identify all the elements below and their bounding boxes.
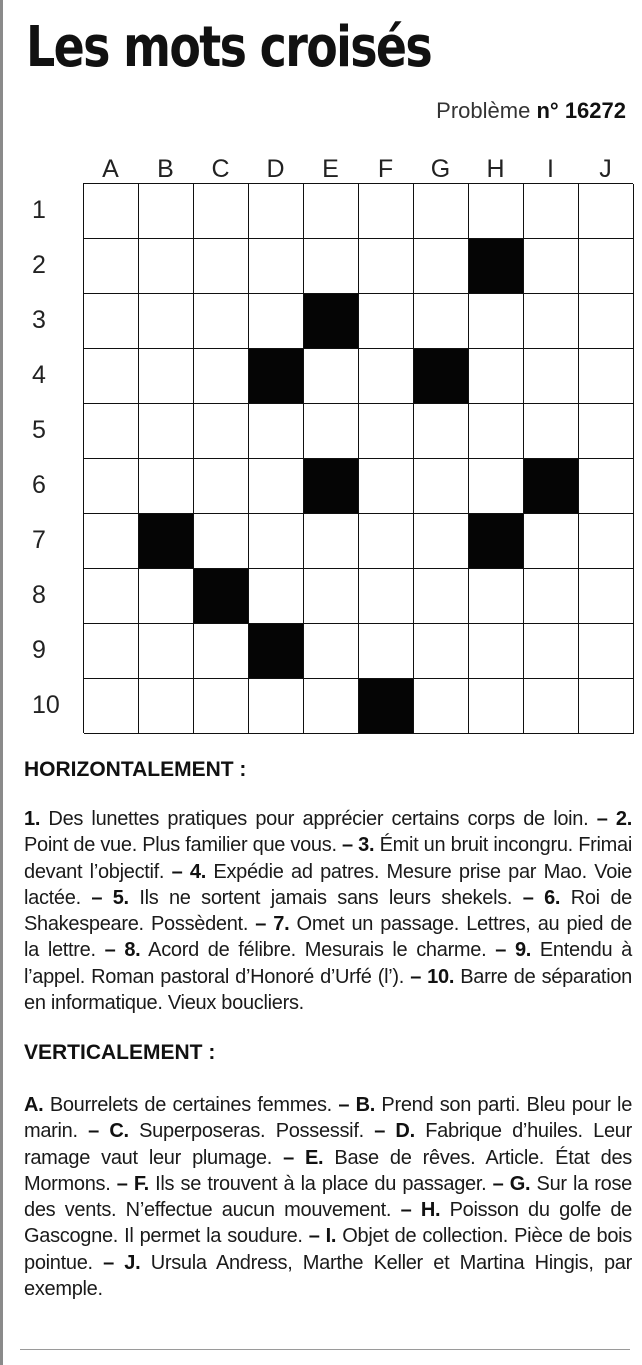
- grid-cell-f5[interactable]: [359, 404, 414, 459]
- clue-number: A.: [24, 1094, 44, 1116]
- grid-cell-i2[interactable]: [524, 239, 579, 294]
- clue-separator: –: [404, 965, 428, 988]
- vertical-clues: [24, 1092, 632, 1302]
- clue-separator: –: [486, 1172, 510, 1195]
- grid-cell-e4[interactable]: [304, 349, 359, 404]
- clue-text: Base de rêves. Article. État des Mormons.: [24, 1146, 632, 1195]
- clue-number: 9.: [514, 939, 532, 962]
- row-label-10: 10: [32, 691, 60, 719]
- grid-cell-j6[interactable]: [579, 459, 634, 514]
- clue-separator: –: [95, 939, 125, 962]
- grid-cell-d8[interactable]: [249, 569, 304, 624]
- grid-cell-g1[interactable]: [414, 184, 469, 239]
- clue-separator: –: [486, 939, 515, 962]
- grid-cell-g9[interactable]: [414, 624, 469, 679]
- crossword-grid: [83, 183, 633, 733]
- grid-cell-j10[interactable]: [579, 679, 634, 734]
- grid-cell-g10[interactable]: [414, 679, 469, 734]
- clue-number: 7.: [273, 913, 290, 936]
- page-title: Les mots croisés: [26, 15, 432, 80]
- clue-text: Fabrique d’huiles. Leur ramage vaut leur plumage.: [24, 1120, 632, 1169]
- grid-cell-e10[interactable]: [304, 679, 359, 734]
- grid-cell-e7[interactable]: [304, 514, 359, 569]
- grid-cell-b9[interactable]: [139, 624, 194, 679]
- grid-cell-c7[interactable]: [194, 514, 249, 569]
- clue-separator: –: [110, 1172, 134, 1195]
- column-label-d: D: [266, 155, 285, 183]
- grid-cell-j5[interactable]: [579, 404, 634, 459]
- grid-cell-h6[interactable]: [469, 459, 524, 514]
- clue-number: 10.: [427, 965, 455, 988]
- clue-text: Poisson du golfe de Gascogne. Il permet la soudure.: [24, 1199, 632, 1248]
- column-label-h: H: [486, 155, 505, 183]
- grid-cell-b4[interactable]: [139, 349, 194, 404]
- grid-cell-b10[interactable]: [139, 679, 194, 734]
- grid-cell-h10[interactable]: [469, 679, 524, 734]
- row-label-5: 5: [32, 416, 46, 444]
- clue-number: C.: [109, 1120, 129, 1143]
- grid-cell-a6[interactable]: [84, 459, 139, 514]
- grid-cell-c3[interactable]: [194, 294, 249, 349]
- grid-cell-f6[interactable]: [359, 459, 414, 514]
- grid-cell-c1[interactable]: [194, 184, 249, 239]
- grid-cell-i1[interactable]: [524, 184, 579, 239]
- problem-number-prefix: n°: [536, 98, 559, 123]
- grid-cell-c9[interactable]: [194, 624, 249, 679]
- clue-separator: –: [336, 834, 359, 857]
- row-label-3: 3: [32, 306, 46, 334]
- problem-label: Problème: [436, 98, 531, 123]
- row-label-1: 1: [32, 196, 46, 224]
- clue-text: Entendu à l’appel. Roman pastoral d’Honoré d’Urfé (l’).: [24, 939, 632, 988]
- black-cell-e3: [304, 294, 359, 349]
- grid-cell-f2[interactable]: [359, 239, 414, 294]
- problem-number-value: 16272: [564, 98, 626, 123]
- grid-cell-e1[interactable]: [304, 184, 359, 239]
- grid-cell-j4[interactable]: [579, 349, 634, 404]
- grid-cell-e8[interactable]: [304, 569, 359, 624]
- grid-cell-i5[interactable]: [524, 404, 579, 459]
- grid-cell-a10[interactable]: [84, 679, 139, 734]
- grid-cell-d7[interactable]: [249, 514, 304, 569]
- horizontal-clues: [24, 806, 632, 1016]
- clue-separator: –: [271, 1146, 306, 1169]
- clue-separator: –: [248, 913, 274, 936]
- clue-number: 5.: [112, 886, 129, 909]
- clue-text: Omet un passage. Lettres, au pied de la lettre.: [24, 913, 632, 962]
- vertical-heading: VERTICALEMENT :: [24, 1041, 216, 1064]
- clue-number: H.: [420, 1199, 441, 1222]
- grid-cell-i4[interactable]: [524, 349, 579, 404]
- grid-cell-g2[interactable]: [414, 239, 469, 294]
- grid-cell-g8[interactable]: [414, 569, 469, 624]
- grid-cell-c4[interactable]: [194, 349, 249, 404]
- clue-number: D.: [395, 1120, 415, 1143]
- problem-number: [436, 96, 626, 126]
- grid-cell-b8[interactable]: [139, 569, 194, 624]
- grid-cell-g6[interactable]: [414, 459, 469, 514]
- column-label-f: F: [377, 155, 394, 183]
- grid-cell-h4[interactable]: [469, 349, 524, 404]
- grid-cell-b5[interactable]: [139, 404, 194, 459]
- clue-number: 6.: [544, 886, 561, 909]
- grid-cell-j3[interactable]: [579, 294, 634, 349]
- clue-number: B.: [355, 1094, 375, 1116]
- grid-cell-j1[interactable]: [579, 184, 634, 239]
- clue-text: Ils ne sortent jamais sans leurs shekels.: [128, 886, 513, 909]
- grid-cell-a8[interactable]: [84, 569, 139, 624]
- grid-cell-j2[interactable]: [579, 239, 634, 294]
- grid-cell-d3[interactable]: [249, 294, 304, 349]
- grid-cell-d10[interactable]: [249, 679, 304, 734]
- clue-number: 4.: [189, 860, 206, 883]
- grid-cell-d1[interactable]: [249, 184, 304, 239]
- grid-cell-a3[interactable]: [84, 294, 139, 349]
- grid-cell-i10[interactable]: [524, 679, 579, 734]
- clue-separator: –: [92, 1251, 125, 1274]
- grid-cell-d2[interactable]: [249, 239, 304, 294]
- grid-cell-b6[interactable]: [139, 459, 194, 514]
- clue-text: Ursula Andress, Marthe Keller et Martina Hingis, par exemple.: [24, 1251, 632, 1301]
- clue-text: Barre de séparation en informatique. Vieux boucliers.: [24, 965, 632, 1015]
- black-cell-g4: [414, 349, 469, 404]
- grid-cell-j7[interactable]: [579, 514, 634, 569]
- clue-number: E.: [305, 1146, 324, 1169]
- grid-cell-a4[interactable]: [84, 349, 139, 404]
- black-cell-b7: [139, 514, 194, 569]
- grid-cell-a9[interactable]: [84, 624, 139, 679]
- row-label-8: 8: [32, 581, 46, 609]
- grid-cell-i3[interactable]: [524, 294, 579, 349]
- clue-separator: –: [164, 860, 190, 883]
- clue-number: 2.: [615, 808, 632, 830]
- clue-text: Prend son parti. Bleu pour le marin.: [24, 1094, 633, 1143]
- clue-text: Ils se trouvent à la place du passager.: [148, 1172, 487, 1195]
- grid-cell-h5[interactable]: [469, 404, 524, 459]
- grid-cell-h9[interactable]: [469, 624, 524, 679]
- grid-cell-b1[interactable]: [139, 184, 194, 239]
- clue-text: Roi de Shakespeare. Possèdent.: [24, 886, 632, 936]
- black-cell-e6: [304, 459, 359, 514]
- clue-text: Des lunettes pratiques pour apprécier certains corps de loin.: [40, 808, 589, 830]
- clue-separator: –: [77, 1120, 110, 1143]
- grid-cell-c10[interactable]: [194, 679, 249, 734]
- grid-cell-c5[interactable]: [194, 404, 249, 459]
- bottom-divider: [20, 1349, 630, 1350]
- grid-cell-f9[interactable]: [359, 624, 414, 679]
- row-label-7: 7: [32, 526, 46, 554]
- clue-separator: –: [331, 1094, 356, 1116]
- column-label-i: I: [547, 155, 554, 183]
- clue-text: Sur la rose des vents. N’effectue aucun mouvement.: [24, 1172, 633, 1222]
- black-cell-c8: [194, 569, 249, 624]
- grid-cell-i9[interactable]: [524, 624, 579, 679]
- clue-number: J.: [124, 1251, 141, 1274]
- grid-cell-d6[interactable]: [249, 459, 304, 514]
- left-border-rule: [0, 0, 3, 1365]
- grid-cell-g7[interactable]: [414, 514, 469, 569]
- grid-cell-e5[interactable]: [304, 404, 359, 459]
- column-labels: [83, 152, 633, 186]
- horizontal-heading: HORIZONTALEMENT :: [24, 758, 247, 781]
- row-label-2: 2: [32, 251, 46, 279]
- grid-cell-f4[interactable]: [359, 349, 414, 404]
- grid-cell-a7[interactable]: [84, 514, 139, 569]
- clue-number: G.: [509, 1172, 531, 1195]
- grid-cell-j9[interactable]: [579, 624, 634, 679]
- clue-number: 8.: [124, 939, 141, 962]
- clue-separator: –: [80, 886, 113, 909]
- row-label-9: 9: [32, 636, 46, 664]
- black-cell-h7: [469, 514, 524, 569]
- grid-cell-f1[interactable]: [359, 184, 414, 239]
- black-cell-d9: [249, 624, 304, 679]
- black-cell-d4: [249, 349, 304, 404]
- column-label-e: E: [322, 155, 339, 183]
- clue-separator: –: [391, 1199, 421, 1222]
- black-cell-i6: [524, 459, 579, 514]
- clue-text: Émit un bruit incongru. Frimai devant l’objectif.: [24, 834, 632, 883]
- clue-text: Bourrelets de certaines femmes.: [43, 1094, 332, 1116]
- grid-cell-a5[interactable]: [84, 404, 139, 459]
- row-label-4: 4: [32, 361, 46, 389]
- column-label-c: C: [211, 155, 230, 183]
- grid-cell-g5[interactable]: [414, 404, 469, 459]
- clue-text: Expédie ad patres. Mesure prise par Mao. Voie lactée.: [24, 860, 632, 909]
- grid-cell-g3[interactable]: [414, 294, 469, 349]
- clue-text: Acord de félibre. Mesurais le charme.: [140, 939, 487, 962]
- black-cell-f10: [359, 679, 414, 734]
- clue-text: Objet de collection. Pièce de bois pointue.: [24, 1225, 632, 1274]
- grid-cell-d5[interactable]: [249, 404, 304, 459]
- grid-cell-h3[interactable]: [469, 294, 524, 349]
- grid-cell-h1[interactable]: [469, 184, 524, 239]
- grid-cell-f8[interactable]: [359, 569, 414, 624]
- grid-cell-e9[interactable]: [304, 624, 359, 679]
- clue-separator: –: [588, 808, 616, 830]
- column-label-a: A: [102, 155, 119, 183]
- column-label-g: G: [430, 155, 451, 183]
- clue-separator: –: [302, 1225, 326, 1248]
- grid-cell-a2[interactable]: [84, 239, 139, 294]
- clue-separator: –: [512, 886, 545, 909]
- grid-cell-i8[interactable]: [524, 569, 579, 624]
- clue-separator: –: [363, 1120, 396, 1143]
- row-labels: [22, 183, 72, 733]
- grid-cell-j8[interactable]: [579, 569, 634, 624]
- row-label-6: 6: [32, 471, 46, 499]
- grid-cell-a1[interactable]: [84, 184, 139, 239]
- clue-number: 3.: [358, 834, 375, 857]
- clue-text: Superposeras. Possessif.: [128, 1120, 364, 1143]
- column-label-j: J: [599, 155, 612, 183]
- grid-cell-b2[interactable]: [139, 239, 194, 294]
- clue-number: I.: [325, 1225, 337, 1248]
- black-cell-h2: [469, 239, 524, 294]
- grid-cell-h8[interactable]: [469, 569, 524, 624]
- grid-cell-c6[interactable]: [194, 459, 249, 514]
- column-label-b: B: [157, 155, 174, 183]
- grid-cell-e2[interactable]: [304, 239, 359, 294]
- clue-number: F.: [133, 1172, 149, 1195]
- grid-cell-f7[interactable]: [359, 514, 414, 569]
- grid-cell-b3[interactable]: [139, 294, 194, 349]
- clue-text: Point de vue. Plus familier que vous.: [24, 834, 337, 857]
- grid-cell-c2[interactable]: [194, 239, 249, 294]
- grid-cell-f3[interactable]: [359, 294, 414, 349]
- grid-cell-i7[interactable]: [524, 514, 579, 569]
- clue-number: 1.: [24, 808, 41, 830]
